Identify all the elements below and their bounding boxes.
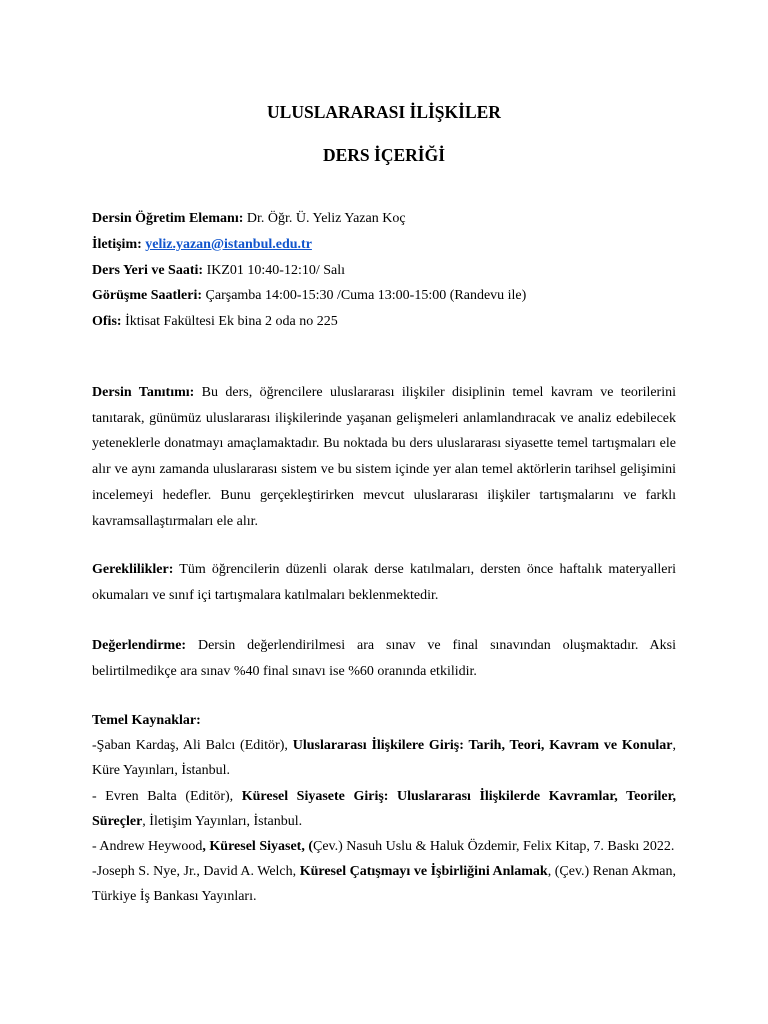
instructor-value: Dr. Öğr. Ü. Yeliz Yazan Koç <box>243 211 406 226</box>
document-subtitle: DERS İÇERİĞİ <box>322 145 446 165</box>
reference-3-title: , Küresel Siyaset, ( <box>202 839 313 855</box>
reference-2-publisher: , İletişim Yayınları, İstanbul. <box>142 813 303 829</box>
office-hours-value: Çarşamba 14:00-15:30 /Cuma 13:00-15:00 (Randevu ile) <box>202 288 527 304</box>
instructor-row <box>92 206 676 232</box>
document-title: ULUSLARARASI İLİŞKİLER <box>267 102 501 122</box>
reference-3-publisher: Çev.) Nasuh Uslu & Haluk Özdemir, Felix Kitap, 7. Baskı 2022. <box>313 839 675 855</box>
references-section <box>92 708 676 910</box>
contact-label: İletişim: <box>92 236 142 252</box>
reference-item <box>92 784 676 834</box>
intro-text: Bu ders, öğrencilere uluslararası ilişkiler disiplinin temel kavram ve teorilerini tanıtarak, günümüz uluslararası ilişkilerinde yaşanan gelişmeleri anlamlandıracak ve analiz edebilecek yeteneklerle donatmayı amaçlamaktadır. Bu noktada bu ders uluslararası siyasette temel tartışmaları ele alır ve aynı zamanda uluslararası sistem ve bu sistem içinde yer alan temel aktörlerin tarihsel gelişimini incelemeyi hedefler. Bunu gerçekleştirirken mevcut uluslararası ilişkiler tartışmalarını ve farklı kavramsallaştırmaları ele alır. <box>92 385 677 529</box>
office-row <box>92 309 676 335</box>
reference-item <box>92 834 676 859</box>
intro-label: Dersin Tanıtımı: <box>92 385 195 400</box>
reference-1-authors: -Şaban Kardaş, Ali Balcı (Editör), <box>92 738 293 754</box>
reference-item <box>92 859 676 909</box>
place-value: IKZ01 10:40-12:10/ Salı <box>203 262 345 278</box>
reference-2-authors: - Evren Balta (Editör), <box>92 788 242 804</box>
place-label: Ders Yeri ve Saati: <box>92 262 204 278</box>
course-intro-paragraph <box>92 380 676 534</box>
requirements-text: Tüm öğrencilerin düzenli olarak derse katılmaları, dersten önce haftalık materyalleri okumaları ve sınıf içi tartışmalara katılmaları beklenmektedir. <box>92 562 676 603</box>
evaluation-text: Dersin değerlendirilmesi ara sınav ve final sınavından oluşmaktadır. Aksi belirtilmedikçe ara sınav %40 final sınavı ise %60 oranında etkilidir. <box>92 638 676 679</box>
references-heading: Temel Kaynaklar: <box>92 713 201 728</box>
evaluation-label: Değerlendirme: <box>92 638 187 653</box>
instructor-label: Dersin Öğretim Elemanı: <box>92 211 244 226</box>
reference-4-authors: -Joseph S. Nye, Jr., David A. Welch, <box>92 864 300 880</box>
contact-email-link[interactable]: yeliz.yazan@istanbul.edu.tr <box>145 236 312 252</box>
office-hours-row <box>92 283 676 309</box>
office-value: İktisat Fakültesi Ek bina 2 oda no 225 <box>121 314 338 330</box>
reference-1-title: Uluslararası İlişkilere Giriş: Tarih, Teori, Kavram ve Konular <box>292 738 673 754</box>
office-label: Ofis: <box>92 314 122 330</box>
course-info <box>92 206 676 335</box>
reference-3-authors: - Andrew Heywood <box>92 839 203 855</box>
requirements-label: Gereklilikler: <box>92 562 174 577</box>
reference-4-publisher: , (Çev.) Renan Akman, Türkiye İş Bankası Yayınları. <box>92 864 676 905</box>
reference-2-title: Küresel Siyasete Giriş: Uluslararası İlişkilerde Kavramlar, Teoriler, Süreçler <box>92 788 677 829</box>
place-row <box>92 258 676 284</box>
reference-1-publisher: , Küre Yayınları, İstanbul. <box>92 738 676 779</box>
evaluation-paragraph <box>92 633 676 684</box>
requirements-paragraph <box>92 557 676 608</box>
reference-4-title: Küresel Çatışmayı ve İşbirliğini Anlamak <box>299 864 548 880</box>
office-hours-label: Görüşme Saatleri: <box>92 288 203 304</box>
contact-row <box>92 232 676 258</box>
reference-item <box>92 733 676 783</box>
